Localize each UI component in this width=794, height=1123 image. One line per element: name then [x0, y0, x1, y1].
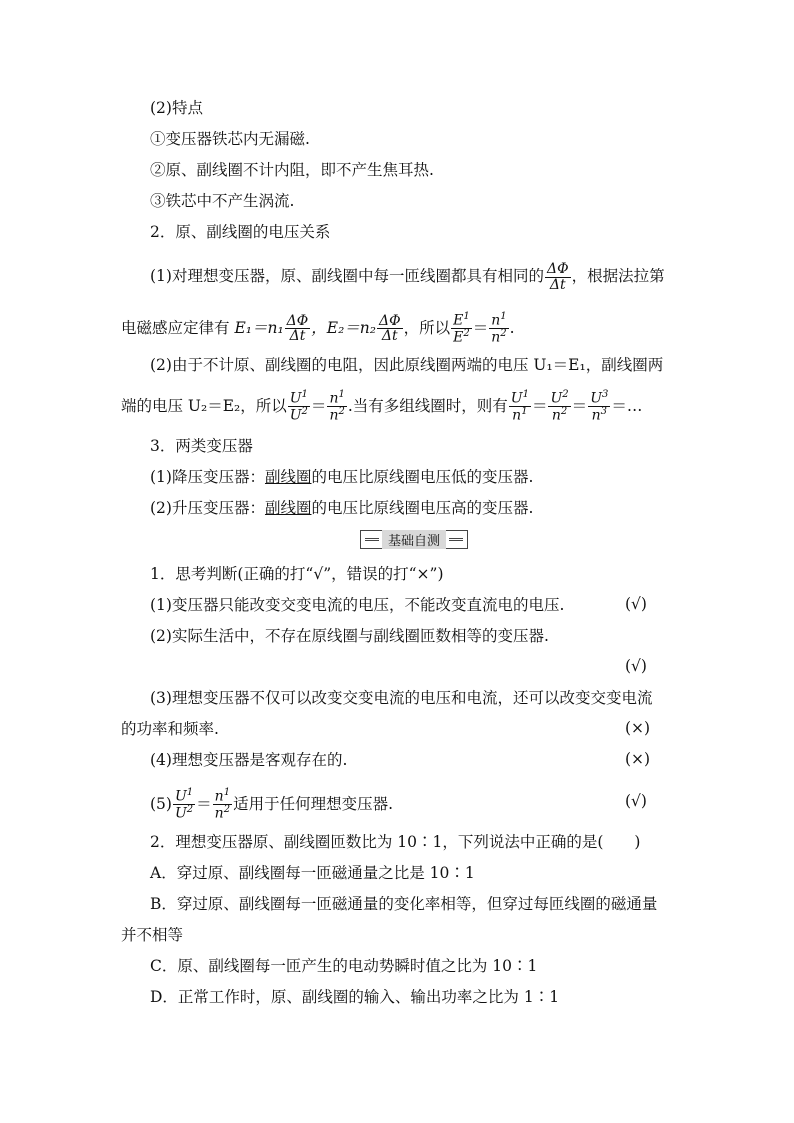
eq-e2: ，E₂＝n₂ [311, 318, 376, 337]
text: ，所以 [403, 318, 451, 337]
text: ，根据法拉第 [571, 267, 665, 286]
judge-item-3-line-1: (3)理想变压器不仅可以改变交变电流的电压和电流，还可以改变交变电流 [150, 689, 653, 707]
option-c: C．原、副线圈每一匝产生的电动势瞬时值之比为 10∶1 [150, 957, 538, 975]
judge-mark-5: (√) [625, 792, 647, 810]
fraction-dphi-dt: $\frac{\Delta\Phi}{\Delta t}$ [379, 312, 401, 345]
question-1: 1．思考判断(正确的打“√”，错误的打“×”) [150, 565, 444, 583]
fraction-n1-n2: $\frac{n^1}{n^2}$ [491, 311, 507, 346]
text: 电磁感应定律有 [121, 318, 235, 337]
judge-item-3-line-2: 的功率和频率. [121, 720, 219, 738]
option-d: D．正常工作时，原、副线圈的输入、输出功率之比为 1∶1 [150, 988, 560, 1006]
option-b-line-2: 并不相等 [121, 926, 184, 944]
fraction-e1-e2: $\frac{E^1}{E^2}$ [453, 311, 470, 346]
feature-3: ③铁芯中不产生涡流. [150, 192, 295, 210]
fraction-dphi-dt: $\frac{\Delta\Phi}{\Delta t}$ [286, 312, 309, 345]
text: ＝… [611, 396, 643, 415]
text: 端的电压 U₂＝E₂，所以 [121, 396, 287, 415]
judge-item-5: (5) $\frac{U^1}{U^2}$ ＝ $\frac{n^1}{n^2}$ 适用于任何理想变压器. [150, 787, 394, 822]
option-a: A．穿过原、副线圈每一匝磁通量之比是 10∶1 [150, 864, 475, 882]
fraction-dphi-dt: $\frac{\Delta\Phi}{\Delta t}$ [546, 261, 569, 293]
step-up-transformer: (2)升压变压器：副线圈的电压比原线圈电压高的变压器. [150, 499, 534, 517]
feature-1: ①变压器铁芯内无漏磁. [150, 130, 310, 148]
fraction-u1-u2: $\frac{U^1}{U^2}$ [289, 389, 308, 424]
feature-2: ②原、副线圈不计内阻，即不产生焦耳热. [150, 161, 434, 179]
fraction-n1-n2: $\frac{n^1}{n^2}$ [329, 389, 345, 424]
eq-e1: E₁＝n₁ [234, 318, 284, 337]
question-2: 2．理想变压器原、副线圈匝数比为 10∶1，下列说法中正确的是( ) [150, 833, 641, 851]
step-down-transformer: (1)降压变压器：副线圈的电压比原线圈电压低的变压器. [150, 468, 534, 486]
judge-mark-3: (×) [625, 719, 651, 737]
fraction-n1-n2: $\frac{n^1}{n^2}$ [214, 787, 231, 822]
option-b-line-1: B．穿过原、副线圈每一匝磁通量的变化率相等，但穿过每匝线圈的磁通量 [150, 895, 658, 913]
para-2-line-1: (2)由于不计原、副线圈的电阻，因此原线圈两端的电压 U₁＝E₁，副线圈两 [150, 356, 664, 374]
para-1-line-1 [150, 262, 665, 292]
judge-item-4: (4)理想变压器是客观存在的. [150, 751, 348, 769]
judge-item-2: (2)实际生活中，不存在原线圈与副线圈匝数相等的变压器. [150, 627, 549, 645]
para-2-line-2: 端的电压 U₂＝E₂，所以 $\frac{U^1}{U^2}$ ＝ $\frac{n^1}{n^2}$ .当有多组线圈时，则有 $\frac{U^1}{n^1}$ ＝ $\frac{U^2}{n^2}$ ＝ $\frac{U^3}{n^3}$ ＝… [121, 389, 643, 424]
heading-two-types: 3．两类变压器 [150, 437, 253, 455]
heading-voltage-relation: 2．原、副线圈的电压关系 [150, 223, 331, 241]
text: .当有多组线圈时，则有 [347, 396, 508, 415]
judge-mark-2: (√) [625, 657, 647, 675]
section-badge: 基础自测 [360, 530, 468, 549]
judge-mark-1: (√) [625, 595, 647, 613]
fraction-u3-n3: $\frac{U^3}{n^3}$ [590, 389, 609, 424]
fraction-u1-n1: $\frac{U^1}{n^1}$ [510, 389, 529, 424]
section-heading: (2)特点 [150, 99, 203, 117]
text: (1)对理想变压器，原、副线圈中每一匝线圈都具有相同的 [150, 267, 544, 286]
fraction-u2-n2: $\frac{U^2}{n^2}$ [550, 389, 569, 424]
judge-mark-4: (×) [625, 750, 651, 768]
para-1-line-2: 电磁感应定律有 E₁＝n₁ $\frac{\Delta\Phi}{\Delta t}$ ，E₂＝n₂ $\frac{\Delta\Phi}{\Delta t}$ ，所以 $\frac{E^1}{E^2}$ ＝ $\frac{n^1}{n^2}$ . [121, 311, 515, 346]
fraction-u1-u2: $\frac{U^1}{U^2}$ [174, 787, 194, 822]
judge-item-1: (1)变压器只能改变交变电流的电压，不能改变直流电的电压. [150, 596, 565, 614]
